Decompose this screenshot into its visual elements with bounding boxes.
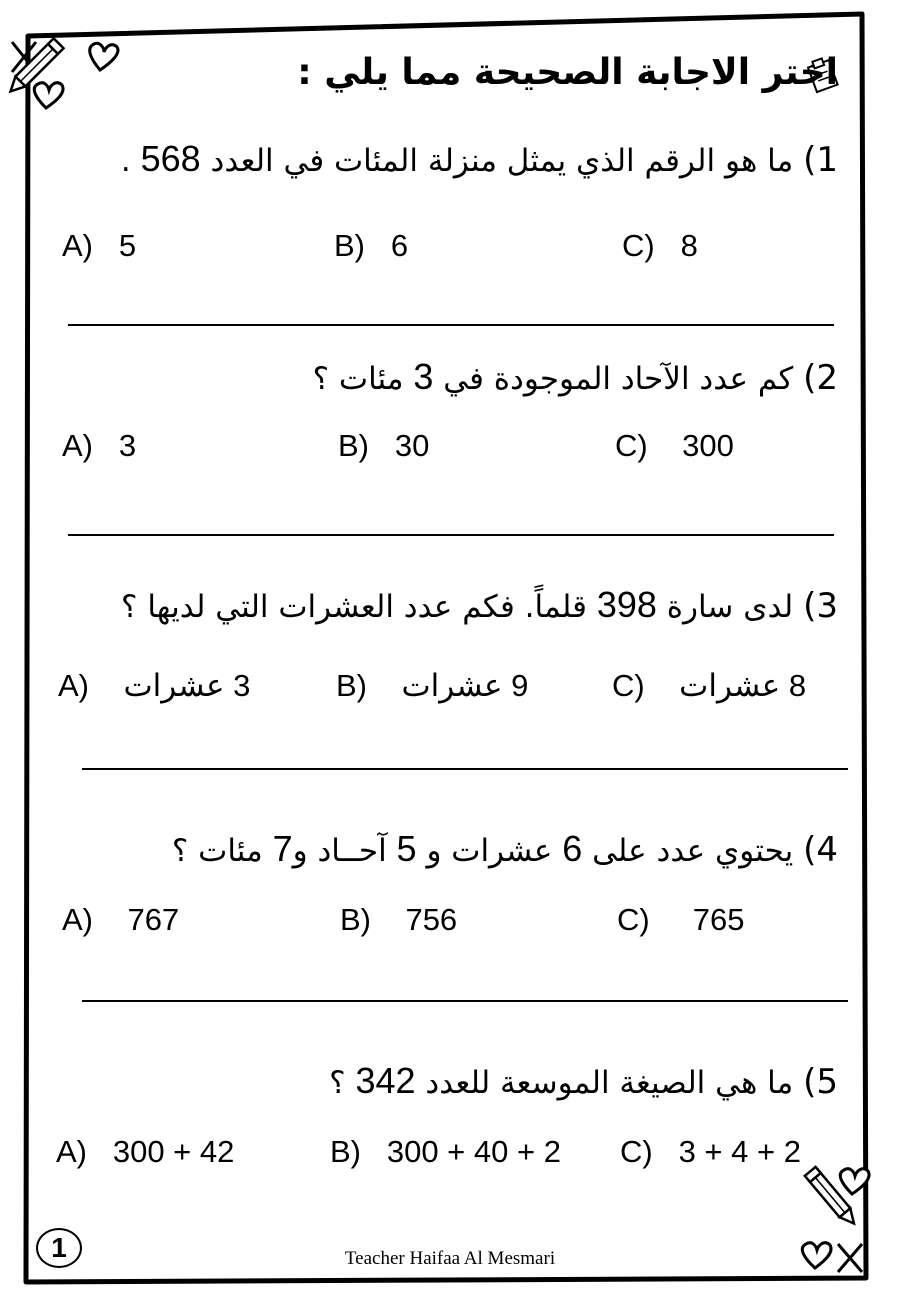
option-letter: A) — [58, 668, 89, 703]
question-text: لدى سارة — [666, 589, 794, 625]
question-number: 568 — [140, 138, 201, 179]
option-letter: B) — [330, 1134, 361, 1169]
footer-credit: Teacher Haifaa Al Mesmari — [344, 1248, 556, 1269]
option-value: 3 + 4 + 2 — [678, 1134, 801, 1169]
question-4 — [172, 828, 838, 870]
question-end: ؟ — [329, 1065, 346, 1101]
question-text: ما هو الرقم الذي يمثل منزلة المئات في العدد — [210, 143, 794, 179]
option-letter: C) — [615, 428, 648, 463]
option-letter: C) — [612, 668, 645, 703]
question-text: يحتوي عدد على — [592, 833, 794, 869]
option-value-group — [401, 668, 528, 704]
option-letter: A) — [56, 1134, 87, 1169]
question-number: 7 — [272, 828, 293, 869]
option-c[interactable] — [615, 428, 734, 464]
page-title: اختر الاجابة الصحيحة مما يلي : — [297, 52, 838, 93]
option-value: 300 + 40 + 2 — [386, 1134, 561, 1169]
option-value: 9 — [511, 668, 529, 703]
question-label: 4) — [803, 830, 838, 870]
option-value: 300 — [682, 428, 734, 463]
option-letter: A) — [62, 902, 93, 937]
option-unit: عشرات — [679, 668, 781, 703]
option-value: 30 — [394, 428, 430, 463]
question-text: مئات ؟ — [171, 833, 263, 869]
option-letter: A) — [62, 428, 93, 463]
option-value: 5 — [118, 228, 137, 263]
question-end: . — [120, 143, 131, 179]
option-letter: B) — [338, 428, 369, 463]
option-value-group — [679, 668, 806, 704]
option-c[interactable] — [620, 1134, 801, 1170]
option-a[interactable] — [58, 668, 250, 704]
option-a[interactable] — [62, 228, 136, 264]
option-value: 8 — [680, 228, 698, 263]
heart-icon — [90, 43, 118, 70]
option-b[interactable] — [340, 902, 457, 938]
option-unit: عشرات — [401, 668, 503, 703]
option-unit: عشرات — [123, 668, 225, 703]
option-b[interactable] — [330, 1134, 561, 1170]
question-number: 5 — [396, 828, 417, 869]
question-text: ما هي الصيغة الموسعة للعدد — [425, 1065, 794, 1101]
heart-icon — [34, 83, 63, 108]
question-1 — [121, 138, 838, 180]
option-c[interactable] — [622, 228, 698, 264]
question-number: 3 — [413, 356, 434, 397]
option-letter: C) — [622, 228, 655, 263]
question-5 — [329, 1060, 838, 1102]
option-value: 756 — [405, 902, 458, 937]
option-a[interactable] — [56, 1134, 234, 1170]
option-letter: C) — [620, 1134, 653, 1169]
option-value: 767 — [127, 902, 180, 937]
question-text: عشرات و — [426, 833, 553, 869]
page-number: 1 — [36, 1228, 82, 1268]
question-number: 342 — [355, 1060, 416, 1101]
option-a[interactable] — [62, 428, 136, 464]
question-2 — [313, 356, 838, 398]
question-number: 6 — [562, 828, 583, 869]
option-letter: C) — [617, 902, 650, 937]
question-3 — [121, 584, 838, 626]
option-value: 3 — [118, 428, 137, 463]
option-c[interactable] — [617, 902, 745, 938]
option-value: 8 — [788, 668, 807, 703]
option-b[interactable] — [338, 428, 429, 464]
option-a[interactable] — [62, 902, 179, 938]
question-label: 1) — [803, 140, 838, 180]
question-text: مئات ؟ — [312, 361, 404, 397]
option-value: 300 + 42 — [112, 1134, 235, 1169]
divider — [68, 534, 834, 536]
divider — [68, 324, 834, 326]
question-number: 398 — [596, 584, 657, 625]
question-label: 2) — [803, 358, 838, 398]
option-value: 3 — [233, 668, 251, 703]
question-text: آحــاد و — [292, 833, 387, 869]
question-label: 3) — [803, 586, 838, 626]
option-b[interactable] — [334, 228, 408, 264]
option-c[interactable] — [612, 668, 806, 704]
question-text: قلماً. فكم عدد العشرات التي لديها ؟ — [121, 589, 587, 625]
option-value: 765 — [692, 902, 745, 937]
option-b[interactable] — [336, 668, 528, 704]
option-letter: B) — [334, 228, 365, 263]
option-value: 6 — [390, 228, 409, 263]
option-letter: B) — [340, 902, 371, 937]
option-value-group — [123, 668, 250, 704]
option-letter: B) — [336, 668, 367, 703]
divider — [82, 1000, 848, 1002]
option-letter: A) — [62, 228, 93, 263]
question-label: 5) — [803, 1062, 838, 1102]
question-text: كم عدد الآحاد الموجودة في — [443, 361, 794, 397]
divider — [82, 768, 848, 770]
